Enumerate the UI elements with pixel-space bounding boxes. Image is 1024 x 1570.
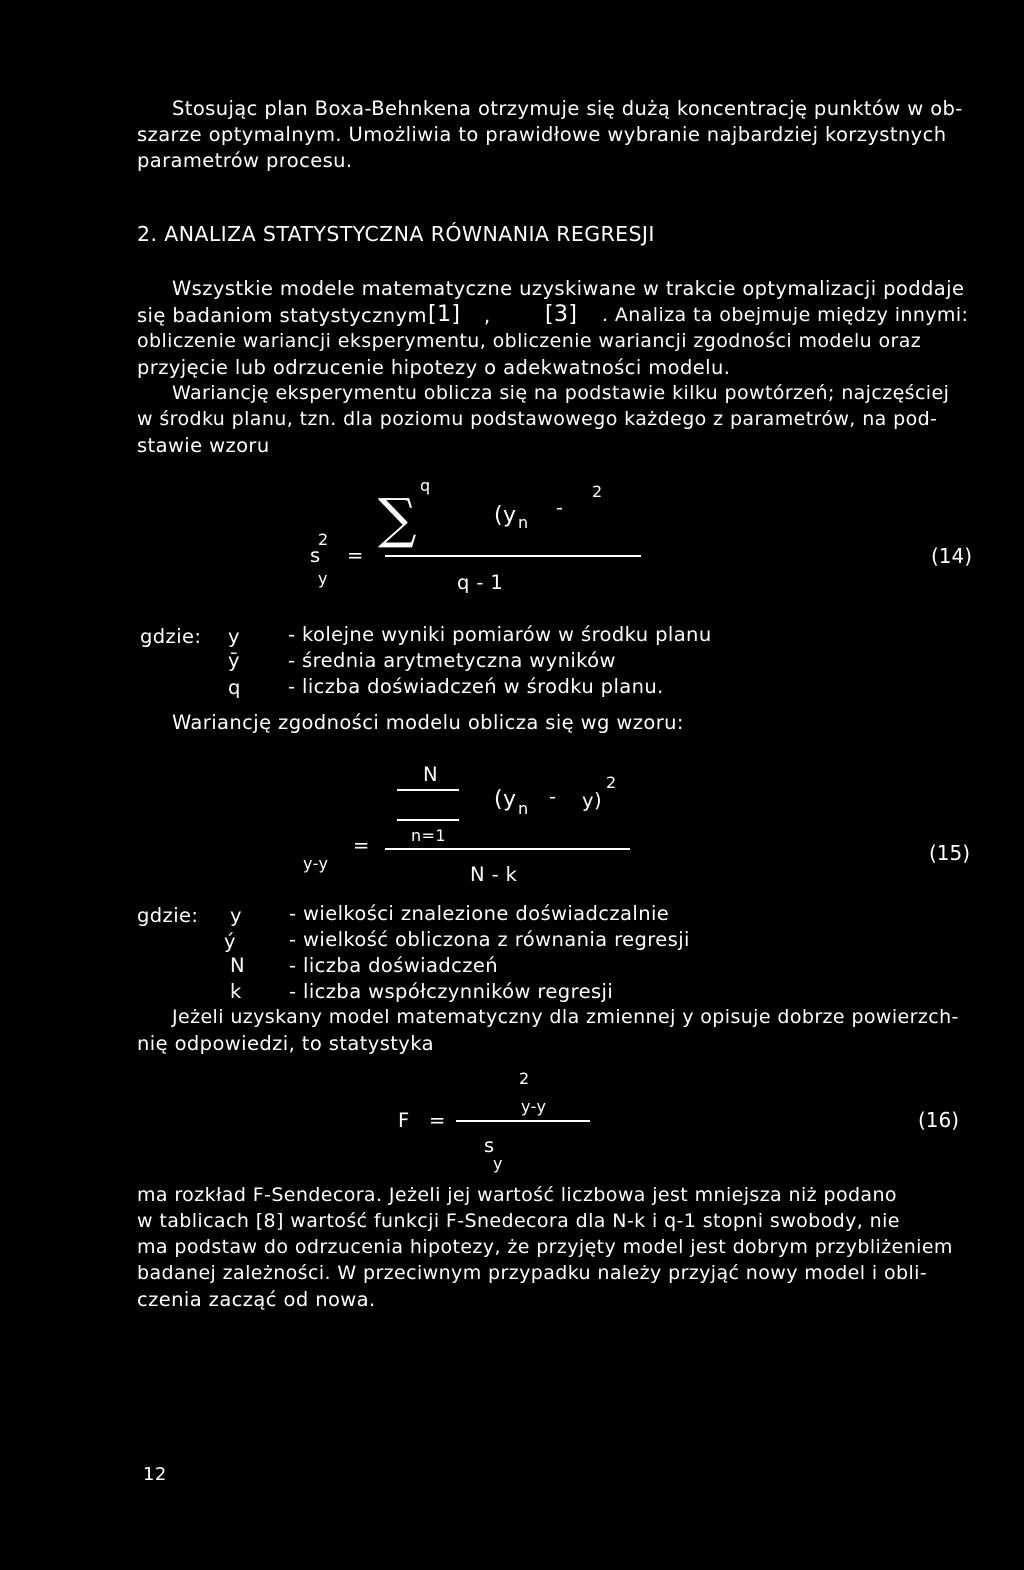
p5-line1: ma rozkład F-Sendecora. Jeżeli jej wartość liczbowa jest mniejsza niż podano <box>137 1184 897 1206</box>
p5-line3: ma podstaw do odrzucenia hipotezy, że przyjęty model jest dobrym przybliżeniem <box>137 1236 953 1258</box>
p2-line7: stawie wzoru <box>137 434 270 457</box>
p2-line4: przyjęcie lub odrzucenie hipotezy o adekwatności modelu. <box>137 356 731 379</box>
legend15-sym-3: N <box>230 954 245 977</box>
eq14-term: (y <box>494 503 517 528</box>
eq15-y: y) <box>582 789 602 812</box>
citation-3: [3] <box>545 302 578 327</box>
eq16-equals: = <box>429 1109 446 1132</box>
legend14-desc-3: - liczba doświadczeń w środku planu. <box>288 675 664 698</box>
eq15-sum-upper: N <box>423 763 438 786</box>
eq16-exp: 2 <box>519 1069 530 1088</box>
p2-line5: Wariancję eksperymentu oblicza się na podstawie kilku powtórzeń; najczęściej <box>172 382 950 404</box>
eq14-denominator: q - 1 <box>457 571 504 594</box>
eq15-lhs: y-y <box>303 854 329 873</box>
p4-line1: Jeżeli uzyskany model matematyczny dla zmiennej y opisuje dobrze powierzch- <box>172 1006 959 1028</box>
p5-line4: badanej zależności. W przeciwnym przypadku należy przyjąć nowy model i obli- <box>137 1262 928 1284</box>
section-heading: 2. ANALIZA STATYSTYCZNA RÓWNANIA REGRESJI <box>137 222 655 246</box>
page-number: 12 <box>143 1464 167 1485</box>
eq14-equals: = <box>347 544 364 567</box>
p1-line1: Stosując plan Boxa-Behnkena otrzymuje się dużą koncentrację punktów w ob- <box>172 97 963 120</box>
eq14-exp: 2 <box>592 482 607 501</box>
eq15-equals: = <box>353 834 370 857</box>
eq14-lhs-sup: 2 <box>318 530 329 549</box>
legend15-sym-4: k <box>230 980 242 1003</box>
p1-line3: parametrów procesu. <box>137 149 353 172</box>
p5-line5: czenia zacząć od nowa. <box>137 1288 376 1311</box>
eq16-denom-s: s <box>484 1134 495 1157</box>
eq14-lhs-s: s <box>310 544 321 567</box>
legend14-sym-2: ȳ <box>228 649 240 672</box>
eq14-lhs-sub: y <box>318 569 328 588</box>
eq15-exp: 2 <box>606 773 617 792</box>
eq15-minus: - <box>549 785 557 808</box>
eq14-term-sub: n <box>518 513 529 532</box>
eq15-number: (15) <box>929 841 971 865</box>
legend15-sym-2: ý <box>224 930 236 953</box>
legend15-desc-4: - liczba współczynników regresji <box>289 980 614 1003</box>
p2-line1: Wszystkie modele matematyczne uzyskiwane w trakcie optymalizacji poddaje <box>172 277 965 300</box>
p2-line2a: się badaniom statystycznym <box>137 304 427 327</box>
eq15-sigma-top-bar <box>397 789 459 791</box>
eq16-lhs: F <box>398 1109 410 1132</box>
eq15-fraction-bar <box>385 848 630 850</box>
legend15-desc-1: - wielkości znalezione doświadczalnie <box>289 902 670 925</box>
p5-line2: w tablicach [8] wartość funkcji F-Snedecora dla N-k i q-1 stopni swobody, nie <box>137 1210 900 1232</box>
eq16-numerator: y-y <box>521 1097 547 1116</box>
legend15-gdzie: gdzie: <box>137 904 199 927</box>
eq16-number: (16) <box>918 1108 960 1132</box>
eq15-sigma-bottom-bar <box>397 819 459 821</box>
legend14-desc-2: - średnia arytmetyczna wyników <box>288 649 616 672</box>
eq16-denom-sub: y <box>493 1154 503 1173</box>
eq15-term-sub: n <box>518 799 529 818</box>
p3-line1: Wariancję zgodności modelu oblicza się wg wzoru: <box>172 711 684 734</box>
eq14-fraction-bar <box>385 555 641 557</box>
legend15-desc-2: - wielkość obliczona z równania regresji <box>289 928 690 951</box>
p2-line6: w środku planu, tzn. dla poziomu podstawowego każdego z parametrów, na pod- <box>137 408 938 430</box>
legend14-gdzie: gdzie: <box>140 625 202 648</box>
p2-line2b: . Analiza ta obejmuje między innymi: <box>602 304 969 326</box>
eq14-sum-upper: q <box>420 476 431 495</box>
eq14-minus: - <box>556 496 564 519</box>
eq14-number: (14) <box>931 544 973 568</box>
citation-comma: , <box>484 304 491 327</box>
eq16-fraction-bar <box>456 1120 590 1122</box>
eq15-term: (y <box>494 787 517 812</box>
p2-line3: obliczenie wariancji eksperymentu, obliczenie wariancji zgodności modelu oraz <box>137 330 922 352</box>
eq15-denominator: N - k <box>470 863 518 886</box>
legend14-sym-3: q <box>228 676 241 699</box>
eq15-sum-lower: n=1 <box>411 826 446 845</box>
legend14-desc-1: - kolejne wyniki pomiarów w środku planu <box>288 623 712 646</box>
p1-line2: szarze optymalnym. Umożliwia to prawidłowe wybranie najbardziej korzystnych <box>137 123 947 146</box>
citation-1: [1] <box>428 302 461 327</box>
legend15-desc-3: - liczba doświadczeń <box>289 954 499 977</box>
eq14-sigma-icon: ∑ <box>378 487 417 550</box>
legend14-sym-1: y <box>228 625 240 648</box>
p4-line2: nię odpowiedzi, to statystyka <box>137 1032 434 1055</box>
legend15-sym-1: y <box>230 904 242 927</box>
